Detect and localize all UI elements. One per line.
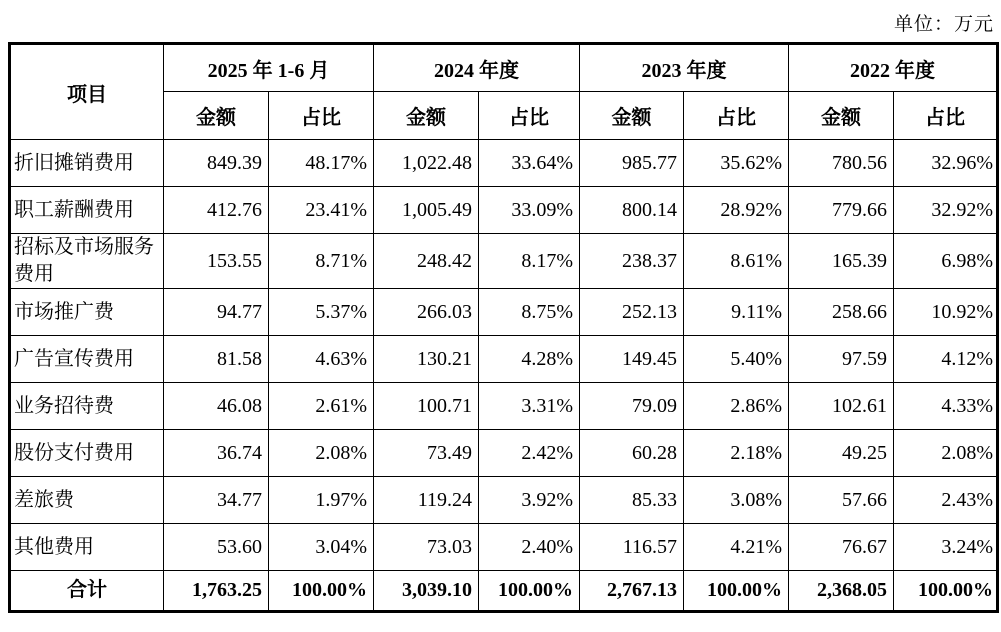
row-item-label: 职工薪酬费用	[10, 187, 164, 234]
row-item-label: 其他费用	[10, 524, 164, 571]
amount-cell: 53.60	[164, 524, 269, 571]
amount-cell: 94.77	[164, 289, 269, 336]
amount-cell: 119.24	[374, 477, 479, 524]
amount-cell: 1,022.48	[374, 140, 479, 187]
subheader-amount-2025h1: 金额	[164, 92, 269, 140]
ratio-cell: 4.12%	[894, 336, 998, 383]
subheader-amount-2022: 金额	[789, 92, 894, 140]
amount-cell: 130.21	[374, 336, 479, 383]
ratio-cell: 2.43%	[894, 477, 998, 524]
ratio-cell: 100.00%	[479, 571, 580, 612]
ratio-cell: 9.11%	[684, 289, 789, 336]
ratio-cell: 4.63%	[269, 336, 374, 383]
ratio-cell: 2.42%	[479, 430, 580, 477]
row-item-label: 广告宣传费用	[10, 336, 164, 383]
ratio-cell: 8.17%	[479, 234, 580, 289]
ratio-cell: 2.86%	[684, 383, 789, 430]
ratio-cell: 35.62%	[684, 140, 789, 187]
amount-cell: 100.71	[374, 383, 479, 430]
ratio-cell: 2.40%	[479, 524, 580, 571]
table-body	[10, 140, 998, 612]
ratio-cell: 32.92%	[894, 187, 998, 234]
ratio-cell: 2.61%	[269, 383, 374, 430]
table-header	[10, 44, 998, 140]
amount-cell: 2,767.13	[580, 571, 684, 612]
amount-cell: 85.33	[580, 477, 684, 524]
ratio-cell: 32.96%	[894, 140, 998, 187]
amount-cell: 266.03	[374, 289, 479, 336]
ratio-cell: 100.00%	[684, 571, 789, 612]
period-header-2023: 2023 年度	[580, 44, 789, 92]
amount-cell: 81.58	[164, 336, 269, 383]
amount-cell: 2,368.05	[789, 571, 894, 612]
amount-cell: 73.49	[374, 430, 479, 477]
ratio-cell: 3.24%	[894, 524, 998, 571]
table-row	[10, 234, 998, 289]
period-header-2025h1: 2025 年 1-6 月	[164, 44, 374, 92]
ratio-cell: 3.92%	[479, 477, 580, 524]
amount-cell: 258.66	[789, 289, 894, 336]
ratio-cell: 4.33%	[894, 383, 998, 430]
amount-cell: 1,005.49	[374, 187, 479, 234]
ratio-cell: 8.75%	[479, 289, 580, 336]
ratio-cell: 100.00%	[894, 571, 998, 612]
table-row	[10, 140, 998, 187]
amount-cell: 779.66	[789, 187, 894, 234]
ratio-cell: 2.08%	[269, 430, 374, 477]
row-item-label: 业务招待费	[10, 383, 164, 430]
ratio-cell: 100.00%	[269, 571, 374, 612]
ratio-cell: 4.28%	[479, 336, 580, 383]
row-item-label: 招标及市场服务费用	[10, 234, 164, 289]
ratio-cell: 3.04%	[269, 524, 374, 571]
ratio-cell: 4.21%	[684, 524, 789, 571]
amount-cell: 73.03	[374, 524, 479, 571]
amount-cell: 165.39	[789, 234, 894, 289]
row-item-label: 差旅费	[10, 477, 164, 524]
table-row	[10, 187, 998, 234]
amount-cell: 252.13	[580, 289, 684, 336]
ratio-cell: 5.37%	[269, 289, 374, 336]
ratio-cell: 6.98%	[894, 234, 998, 289]
ratio-cell: 2.18%	[684, 430, 789, 477]
amount-cell: 57.66	[789, 477, 894, 524]
ratio-cell: 10.92%	[894, 289, 998, 336]
ratio-cell: 5.40%	[684, 336, 789, 383]
ratio-cell: 3.31%	[479, 383, 580, 430]
amount-cell: 248.42	[374, 234, 479, 289]
row-item-label: 折旧摊销费用	[10, 140, 164, 187]
amount-cell: 985.77	[580, 140, 684, 187]
ratio-cell: 48.17%	[269, 140, 374, 187]
row-item-label: 股份支付费用	[10, 430, 164, 477]
total-label: 合计	[10, 571, 164, 612]
column-header-item: 项目	[10, 44, 164, 140]
table-row	[10, 430, 998, 477]
ratio-cell: 8.61%	[684, 234, 789, 289]
expense-breakdown-table	[8, 42, 999, 613]
amount-cell: 238.37	[580, 234, 684, 289]
table-row	[10, 383, 998, 430]
amount-cell: 97.59	[789, 336, 894, 383]
ratio-cell: 23.41%	[269, 187, 374, 234]
amount-cell: 36.74	[164, 430, 269, 477]
table-row	[10, 477, 998, 524]
amount-cell: 153.55	[164, 234, 269, 289]
table-row	[10, 524, 998, 571]
amount-cell: 1,763.25	[164, 571, 269, 612]
amount-cell: 149.45	[580, 336, 684, 383]
ratio-cell: 33.09%	[479, 187, 580, 234]
amount-cell: 46.08	[164, 383, 269, 430]
row-item-label: 市场推广费	[10, 289, 164, 336]
subheader-ratio-2024: 占比	[479, 92, 580, 140]
amount-cell: 780.56	[789, 140, 894, 187]
amount-cell: 102.61	[789, 383, 894, 430]
subheader-amount-2023: 金额	[580, 92, 684, 140]
ratio-cell: 28.92%	[684, 187, 789, 234]
subheader-ratio-2025h1: 占比	[269, 92, 374, 140]
amount-cell: 116.57	[580, 524, 684, 571]
ratio-cell: 8.71%	[269, 234, 374, 289]
ratio-cell: 33.64%	[479, 140, 580, 187]
amount-cell: 849.39	[164, 140, 269, 187]
ratio-cell: 1.97%	[269, 477, 374, 524]
table-row	[10, 336, 998, 383]
period-header-2022: 2022 年度	[789, 44, 998, 92]
amount-cell: 60.28	[580, 430, 684, 477]
period-header-row	[10, 44, 998, 92]
amount-cell: 79.09	[580, 383, 684, 430]
subheader-ratio-2022: 占比	[894, 92, 998, 140]
ratio-cell: 2.08%	[894, 430, 998, 477]
table-row	[10, 289, 998, 336]
amount-cell: 76.67	[789, 524, 894, 571]
period-header-2024: 2024 年度	[374, 44, 580, 92]
amount-cell: 800.14	[580, 187, 684, 234]
ratio-cell: 3.08%	[684, 477, 789, 524]
subheader-amount-2024: 金额	[374, 92, 479, 140]
amount-cell: 34.77	[164, 477, 269, 524]
unit-label: 单位：万元	[893, 14, 994, 35]
amount-cell: 412.76	[164, 187, 269, 234]
amount-cell: 49.25	[789, 430, 894, 477]
amount-cell: 3,039.10	[374, 571, 479, 612]
subheader-ratio-2023: 占比	[684, 92, 789, 140]
total-row	[10, 571, 998, 612]
